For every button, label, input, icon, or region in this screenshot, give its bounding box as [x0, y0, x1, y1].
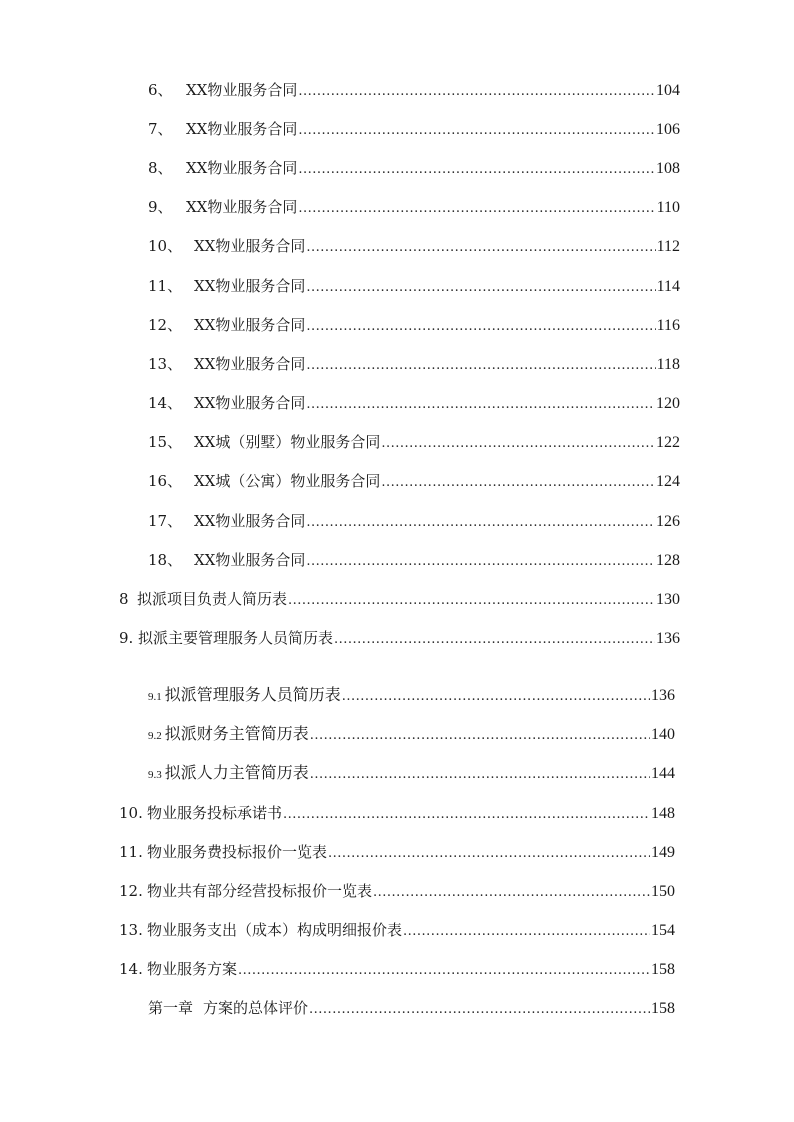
- toc-entry-number: 9.3: [148, 769, 162, 781]
- toc-entry-number: 7、: [148, 120, 173, 138]
- toc-entry-number: 10.: [119, 804, 143, 822]
- toc-entry-title: 物业服务支出（成本）构成明细报价表: [147, 921, 403, 939]
- toc-entry-page: 120: [656, 395, 680, 412]
- toc-entry-title: XX物业服务合同: [194, 237, 306, 255]
- toc-entry-number: 13.: [119, 921, 143, 939]
- toc-entry-page: 124: [656, 473, 680, 490]
- toc-entry[interactable]: [148, 236, 680, 256]
- toc-entry-page: 104: [656, 82, 680, 99]
- toc-entry-page: 118: [656, 356, 680, 373]
- dot-leader: [306, 278, 655, 298]
- toc-entry[interactable]: [148, 119, 680, 139]
- toc-entry[interactable]: [148, 724, 675, 744]
- dot-leader: [334, 630, 655, 650]
- toc-entry-number: 8: [119, 590, 129, 608]
- toc-entry-title: XX物业服务合同: [186, 81, 298, 99]
- toc-entry-number: 18、: [148, 551, 183, 569]
- toc-entry-title: XX物业服务合同: [186, 198, 298, 216]
- toc-entry-page: 136: [656, 630, 680, 647]
- toc-entry-number: 11.: [119, 843, 143, 861]
- toc-entry-title: 拟派项目负责人简历表: [137, 590, 288, 608]
- dot-leader: [298, 160, 655, 180]
- toc-entry[interactable]: [148, 471, 680, 491]
- toc-entry[interactable]: [119, 803, 675, 823]
- toc-entry-page: 108: [656, 160, 680, 177]
- toc-entry-number: 13、: [148, 355, 183, 373]
- dot-leader: [328, 844, 650, 864]
- toc-entry[interactable]: [119, 842, 675, 862]
- dot-leader: [310, 765, 650, 785]
- toc-entry-title: XX城（别墅）物业服务合同: [194, 433, 381, 451]
- dot-leader: [403, 922, 650, 942]
- toc-entry-number: 第一章: [148, 999, 194, 1017]
- dot-leader: [306, 238, 655, 258]
- dot-leader: [298, 199, 655, 219]
- toc-entry-title: XX物业服务合同: [194, 355, 306, 373]
- toc-entry-page: 140: [651, 726, 675, 743]
- toc-entry-title: 物业服务方案: [147, 960, 238, 978]
- toc-entry[interactable]: [148, 550, 680, 570]
- toc-entry[interactable]: [148, 315, 680, 335]
- toc-entry-title: 物业服务费投标报价一览表: [147, 843, 328, 861]
- dot-leader: [306, 395, 655, 415]
- dot-leader: [373, 883, 650, 903]
- toc-entry-title: XX物业服务合同: [194, 277, 306, 295]
- toc-entry-page: 148: [651, 805, 675, 822]
- dot-leader: [381, 473, 655, 493]
- toc-entry-page: 122: [656, 434, 680, 451]
- toc-entry-page: 144: [651, 765, 675, 782]
- dot-leader: [238, 961, 650, 981]
- toc-entry-number: 14、: [148, 394, 183, 412]
- dot-leader: [381, 434, 655, 454]
- dot-leader: [306, 317, 655, 337]
- dot-leader: [306, 356, 655, 376]
- toc-entry-title: 拟派管理服务人员简历表: [164, 685, 341, 704]
- toc-entry-title: 拟派主要管理服务人员简历表: [138, 629, 334, 647]
- toc-entry[interactable]: [148, 158, 680, 178]
- toc-entry-title: 物业共有部分经营投标报价一览表: [147, 882, 373, 900]
- toc-entry[interactable]: [148, 998, 675, 1018]
- toc-entry[interactable]: [119, 589, 680, 609]
- toc-entry[interactable]: [148, 276, 680, 296]
- dot-leader: [309, 1000, 650, 1020]
- toc-entry-title: XX物业服务合同: [186, 159, 298, 177]
- toc-entry-number: 6、: [148, 81, 173, 99]
- toc-entry-number: 9、: [148, 198, 173, 216]
- toc-entry-number: 16、: [148, 472, 183, 490]
- toc-entry-number: 17、: [148, 512, 183, 530]
- toc-entry[interactable]: [148, 80, 680, 100]
- toc-entry[interactable]: [119, 628, 680, 648]
- toc-entry-title: XX物业服务合同: [194, 551, 306, 569]
- toc-entry[interactable]: [148, 685, 675, 705]
- toc-entry-title: 拟派人力主管简历表: [164, 763, 309, 782]
- toc-entry[interactable]: [148, 432, 680, 452]
- dot-leader: [288, 591, 655, 611]
- dot-leader: [310, 726, 650, 746]
- toc-entry[interactable]: [148, 393, 680, 413]
- toc-entry[interactable]: [148, 354, 680, 374]
- toc-entry-page: 158: [651, 961, 675, 978]
- toc-entry-title: XX物业服务合同: [194, 394, 306, 412]
- toc-entry-title: 物业服务投标承诺书: [147, 804, 283, 822]
- toc-entry-number: 8、: [148, 159, 173, 177]
- toc-entry[interactable]: [148, 763, 675, 783]
- toc-entry-title: XX物业服务合同: [194, 512, 306, 530]
- toc-entry-page: 150: [651, 883, 675, 900]
- toc-entry-number: 9.: [119, 629, 134, 647]
- dot-leader: [298, 82, 655, 102]
- toc-entry-title: 方案的总体评价: [203, 999, 309, 1017]
- dot-leader: [298, 121, 655, 141]
- toc-entry-page: 154: [651, 922, 675, 939]
- toc-entry-title: 拟派财务主管简历表: [164, 724, 309, 743]
- toc-entry[interactable]: [119, 959, 675, 979]
- toc-entry-number: 10、: [148, 237, 183, 255]
- toc-entry-number: 15、: [148, 433, 183, 451]
- toc-entry-title: XX物业服务合同: [194, 316, 306, 334]
- toc-entry-number: 12.: [119, 882, 143, 900]
- toc-entry-page: 149: [651, 844, 675, 861]
- toc-entry[interactable]: [119, 920, 675, 940]
- toc-entry[interactable]: [119, 881, 675, 901]
- dot-leader: [342, 687, 650, 707]
- toc-entry-page: 112: [656, 238, 680, 255]
- toc-entry-page: 114: [656, 278, 680, 295]
- dot-leader: [306, 552, 655, 572]
- toc-entry-page: 126: [656, 513, 680, 530]
- toc-entry[interactable]: [148, 511, 680, 531]
- toc-entry-number: 12、: [148, 316, 183, 334]
- toc-entry-page: 136: [651, 687, 675, 704]
- toc-entry-title: XX城（公寓）物业服务合同: [194, 472, 381, 490]
- dot-leader: [306, 513, 655, 533]
- toc-entry-number: 9.1: [148, 691, 162, 703]
- toc-entry-page: 130: [656, 591, 680, 608]
- toc-entry-page: 106: [656, 121, 680, 138]
- toc-entry-page: 128: [656, 552, 680, 569]
- toc-entry[interactable]: [148, 197, 680, 217]
- toc-entry-page: 110: [656, 199, 680, 216]
- toc-entry-number: 11、: [148, 277, 183, 295]
- toc-entry-page: 158: [651, 1000, 675, 1017]
- dot-leader: [283, 805, 650, 825]
- toc-entry-number: 9.2: [148, 730, 162, 742]
- toc-entry-title: XX物业服务合同: [186, 120, 298, 138]
- toc-entry-page: 116: [656, 317, 680, 334]
- toc-entry-number: 14.: [119, 960, 143, 978]
